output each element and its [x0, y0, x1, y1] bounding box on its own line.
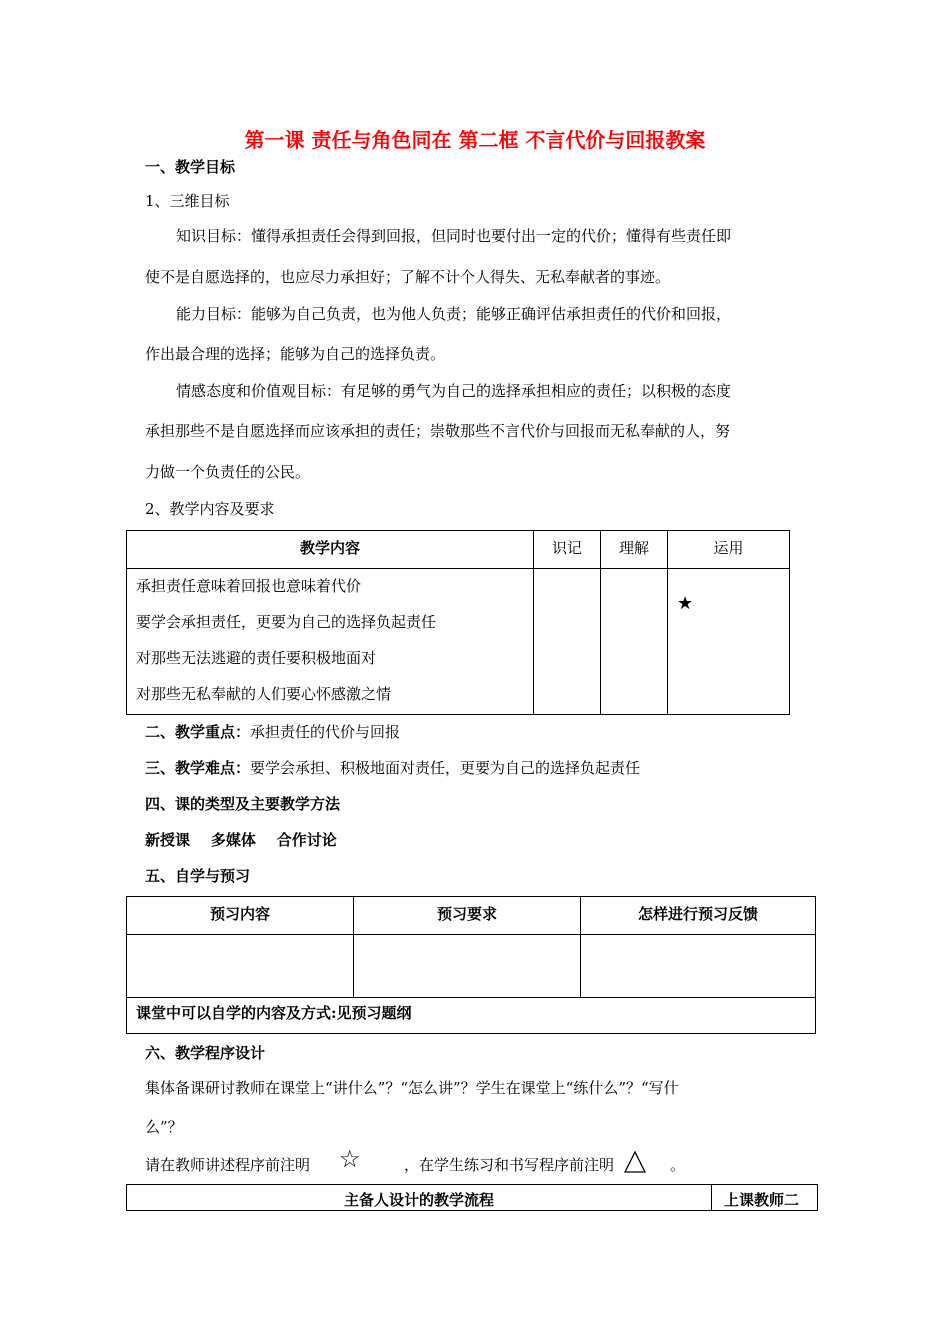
apply-header: 运用 — [668, 531, 790, 569]
content-item: 要学会承担责任，更要为自己的选择负起责任 — [136, 613, 437, 631]
section-1-heading: 一、教学目标 — [145, 158, 236, 176]
preview-feedback-header: 怎样进行预习反馈 — [581, 897, 816, 935]
preview-content-cell — [127, 935, 354, 998]
ability-goal-line-1: 能力目标：能够为自己负责，也为他人负责；能够正确评估承担责任的代价和回报， — [176, 305, 732, 323]
preview-requirement-header: 预习要求 — [354, 897, 581, 935]
knowledge-goal-line-1: 知识目标：懂得承担责任会得到回报，但同时也要付出一定的代价；懂得有些责任即 — [176, 227, 732, 245]
content-item: 对那些无私奉献的人们要心怀感激之情 — [136, 685, 392, 703]
ability-goal-line-2: 作出最合理的选择；能够为自己的选择负责。 — [145, 345, 446, 363]
section-5-heading: 五、自学与预习 — [145, 867, 251, 885]
content-header: 教学内容 — [127, 531, 534, 569]
star-icon: ★ — [677, 593, 694, 614]
section-4-heading: 四、课的类型及主要教学方法 — [145, 795, 341, 813]
section-3 — [145, 757, 640, 778]
flow-teacher-header: 上课教师二 — [712, 1185, 818, 1211]
triangle-icon — [623, 1150, 647, 1174]
content-table — [126, 530, 790, 715]
preview-feedback-cell — [581, 935, 816, 998]
apply-cell — [668, 569, 790, 715]
flow-design-header: 主备人设计的教学流程 — [127, 1185, 712, 1211]
preview-table — [126, 896, 816, 1034]
section-2 — [145, 721, 400, 742]
content-item: 对那些无法逃避的责任要积极地面对 — [136, 649, 377, 667]
section-2-label: 二、教学重点： — [145, 723, 251, 741]
outline-star-icon: ☆ — [339, 1145, 361, 1173]
section-6-line-2: 么”？ — [145, 1118, 183, 1136]
section-4-methods: 新授课 多媒体 合作讨论 — [145, 831, 337, 849]
emotion-goal-line-1: 情感态度和价值观目标：有足够的勇气为自己的选择承担相应的责任；以积极的态度 — [176, 382, 732, 400]
flow-table — [126, 1184, 818, 1211]
content-item: 承担责任意味着回报也意味着代价 — [136, 577, 362, 595]
understand-header: 理解 — [601, 531, 668, 569]
section-6-line-1: 集体备课研讨教师在课堂上“讲什么”？“怎么讲”？学生在课堂上“练什么”？“写什 — [145, 1079, 679, 1097]
preview-content-header: 预习内容 — [127, 897, 354, 935]
preview-footer: 课堂中可以自学的内容及方式:见预习题纲 — [127, 998, 816, 1034]
section-6-heading: 六、教学程序设计 — [145, 1044, 266, 1062]
section-1-sub-1: 1、三维目标 — [145, 192, 230, 210]
knowledge-goal-line-2: 使不是自愿选择的，也应尽力承担好；了解不计个人得失、无私奉献者的事迹。 — [145, 268, 671, 286]
section-6-line-3c: 。 — [670, 1156, 686, 1174]
memorize-cell — [534, 569, 601, 715]
emotion-goal-line-3: 力做一个负责任的公民。 — [145, 463, 311, 481]
preview-requirement-cell — [354, 935, 581, 998]
content-items-cell — [127, 569, 534, 715]
section-3-label: 三、教学难点： — [145, 759, 251, 777]
page-title: 第一课 责任与角色同在 第二框 不言代价与回报教案 — [244, 128, 706, 152]
understand-cell — [601, 569, 668, 715]
memorize-header: 识记 — [534, 531, 601, 569]
section-6-line-3b: ，在学生练习和书写程序前注明 — [404, 1156, 615, 1174]
emotion-goal-line-2: 承担那些不是自愿选择而应该承担的责任；崇敬那些不言代价与回报而无私奉献的人，努 — [145, 422, 731, 440]
section-2-text: 承担责任的代价与回报 — [250, 723, 401, 741]
section-1-sub-2: 2、教学内容及要求 — [145, 500, 275, 518]
section-6-line-3a: 请在教师讲述程序前注明 — [145, 1156, 311, 1174]
section-3-text: 要学会承担、积极地面对责任，更要为自己的选择负起责任 — [250, 759, 641, 777]
